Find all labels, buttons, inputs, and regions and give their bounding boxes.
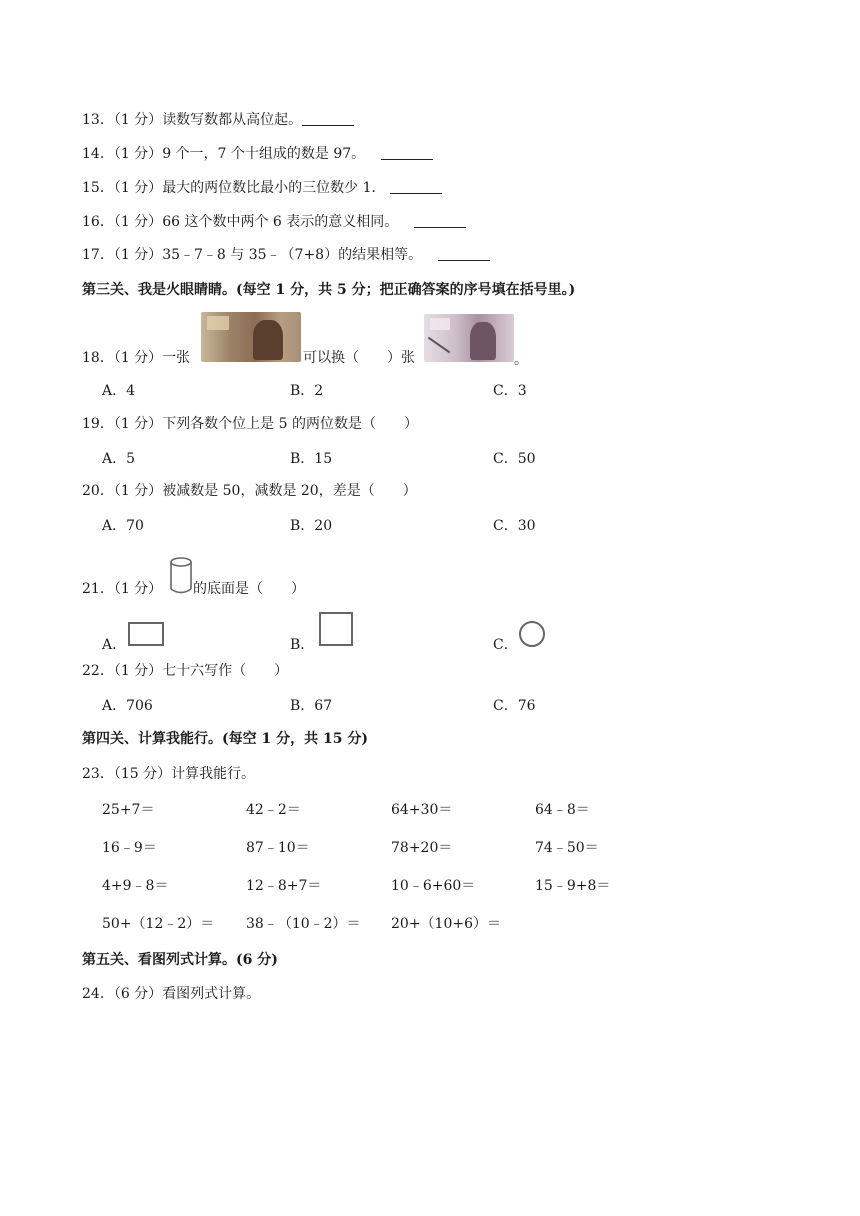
option-a[interactable]: A．: [102, 637, 127, 653]
question-text: 66 这个数中两个 6 表示的意义相同。: [162, 214, 399, 230]
calc-problem[interactable]: 38﹣（10﹣2）＝: [246, 916, 361, 932]
question-15: [82, 178, 442, 198]
option-a[interactable]: A．70: [102, 518, 144, 534]
calc-problem[interactable]: 25+7＝: [102, 802, 155, 818]
question-17: [82, 245, 490, 265]
question-text: 最大的两位数比最小的三位数少 1．: [162, 180, 386, 196]
question-score: （1 分）: [113, 350, 163, 366]
question-13: [82, 110, 354, 130]
option-c[interactable]: C．30: [493, 518, 536, 534]
option-c[interactable]: C．3: [493, 383, 527, 399]
question-text: 被减数是 50，减数是 20，差是（ ）: [162, 483, 417, 499]
question-24: [82, 984, 260, 1004]
section-5-title: 第五关、看图列式计算。(6 分): [82, 952, 278, 968]
question-score: （1 分）: [113, 112, 163, 128]
rectangle-icon: [128, 622, 164, 646]
question-score: （1 分）: [113, 214, 163, 230]
option-c[interactable]: C．: [493, 637, 518, 653]
question-number: 23．: [82, 766, 114, 782]
question-text: 计算我能行。: [171, 766, 256, 782]
calc-problem[interactable]: 20+（10+6）＝: [391, 916, 501, 932]
calc-problem[interactable]: 87﹣10＝: [246, 840, 310, 856]
calc-problem[interactable]: 16﹣9＝: [102, 840, 157, 856]
answer-blank[interactable]: [390, 179, 442, 194]
question-21: [82, 579, 162, 599]
calc-problem[interactable]: 74﹣50＝: [535, 840, 599, 856]
question-number: 15．: [82, 180, 114, 196]
option-b[interactable]: B．20: [290, 518, 333, 534]
option-c[interactable]: C．50: [493, 451, 536, 467]
calc-problem[interactable]: 15﹣9+8＝: [535, 878, 611, 894]
option-b[interactable]: B．2: [290, 383, 324, 399]
section-3-title: 第三关、我是火眼睛睛。(每空 1 分，共 5 分；把正确答案的序号填在括号里。): [82, 282, 576, 298]
cylinder-icon: [169, 556, 193, 596]
calc-problem[interactable]: 12﹣8+7＝: [246, 878, 322, 894]
question-23: [82, 764, 255, 784]
option-a[interactable]: A．706: [102, 698, 153, 714]
question-16: [82, 212, 466, 232]
question-score: （6 分）: [113, 986, 163, 1002]
calc-problem[interactable]: 64+30＝: [391, 802, 453, 818]
question-18-text-post: 。: [514, 352, 528, 368]
question-text: 读数写数都从高位起。: [162, 112, 303, 128]
question-number: 19．: [82, 416, 114, 432]
answer-blank[interactable]: [302, 111, 354, 126]
question-text: 9 个一，7 个十组成的数是 97。: [162, 146, 366, 162]
question-21-text: 的底面是（ ）: [193, 581, 305, 597]
question-number: 24．: [82, 986, 114, 1002]
question-number: 20．: [82, 483, 114, 499]
question-number: 21．: [82, 581, 114, 597]
question-text: 下列各数个位上是 5 的两位数是（ ）: [162, 416, 418, 432]
question-score: （15 分）: [113, 766, 172, 782]
question-text: 35﹣7﹣8 与 35﹣（7+8）的结果相等。: [162, 247, 423, 263]
question-text: 看图列式计算。: [162, 986, 261, 1002]
question-14: [82, 144, 433, 164]
calc-problem[interactable]: 64﹣8＝: [535, 802, 590, 818]
question-score: （1 分）: [113, 247, 163, 263]
calc-problem[interactable]: 4+9﹣8＝: [102, 878, 169, 894]
question-score: （1 分）: [113, 416, 163, 432]
option-b[interactable]: B．67: [290, 698, 333, 714]
question-number: 13．: [82, 112, 114, 128]
question-score: （1 分）: [113, 483, 163, 499]
question-number: 14．: [82, 146, 114, 162]
answer-blank[interactable]: [414, 213, 466, 228]
question-number: 18．: [82, 350, 114, 366]
circle-icon: [519, 621, 545, 647]
option-a[interactable]: A．4: [102, 383, 136, 399]
question-text-pre: 一张: [162, 350, 191, 366]
option-b[interactable]: B．15: [290, 451, 333, 467]
calc-problem[interactable]: 42﹣2＝: [246, 802, 301, 818]
question-score: （1 分）: [113, 581, 163, 597]
question-18: [82, 348, 190, 368]
calc-problem[interactable]: 50+（12﹣2）＝: [102, 916, 215, 932]
calc-problem[interactable]: 10﹣6+60＝: [391, 878, 476, 894]
question-text: 七十六写作（ ）: [162, 663, 289, 679]
option-c[interactable]: C．76: [493, 698, 536, 714]
square-icon: [319, 612, 353, 646]
option-a[interactable]: A．5: [102, 451, 136, 467]
question-score: （1 分）: [113, 146, 163, 162]
question-score: （1 分）: [113, 663, 163, 679]
answer-blank[interactable]: [381, 145, 433, 160]
question-number: 16．: [82, 214, 114, 230]
twenty-yuan-banknote-image: [201, 312, 301, 362]
question-20: [82, 481, 417, 501]
question-number: 17．: [82, 247, 114, 263]
question-22: [82, 661, 288, 681]
calc-problem[interactable]: 78+20＝: [391, 840, 453, 856]
ten-yuan-banknote-image: [424, 314, 514, 362]
question-number: 22．: [82, 663, 114, 679]
question-score: （1 分）: [113, 180, 163, 196]
question-19: [82, 414, 418, 434]
answer-blank[interactable]: [438, 246, 490, 261]
question-18-text-mid: 可以换（ ）张: [303, 350, 415, 366]
option-b[interactable]: B．: [290, 637, 315, 653]
section-4-title: 第四关、计算我能行。(每空 1 分，共 15 分): [82, 731, 368, 747]
